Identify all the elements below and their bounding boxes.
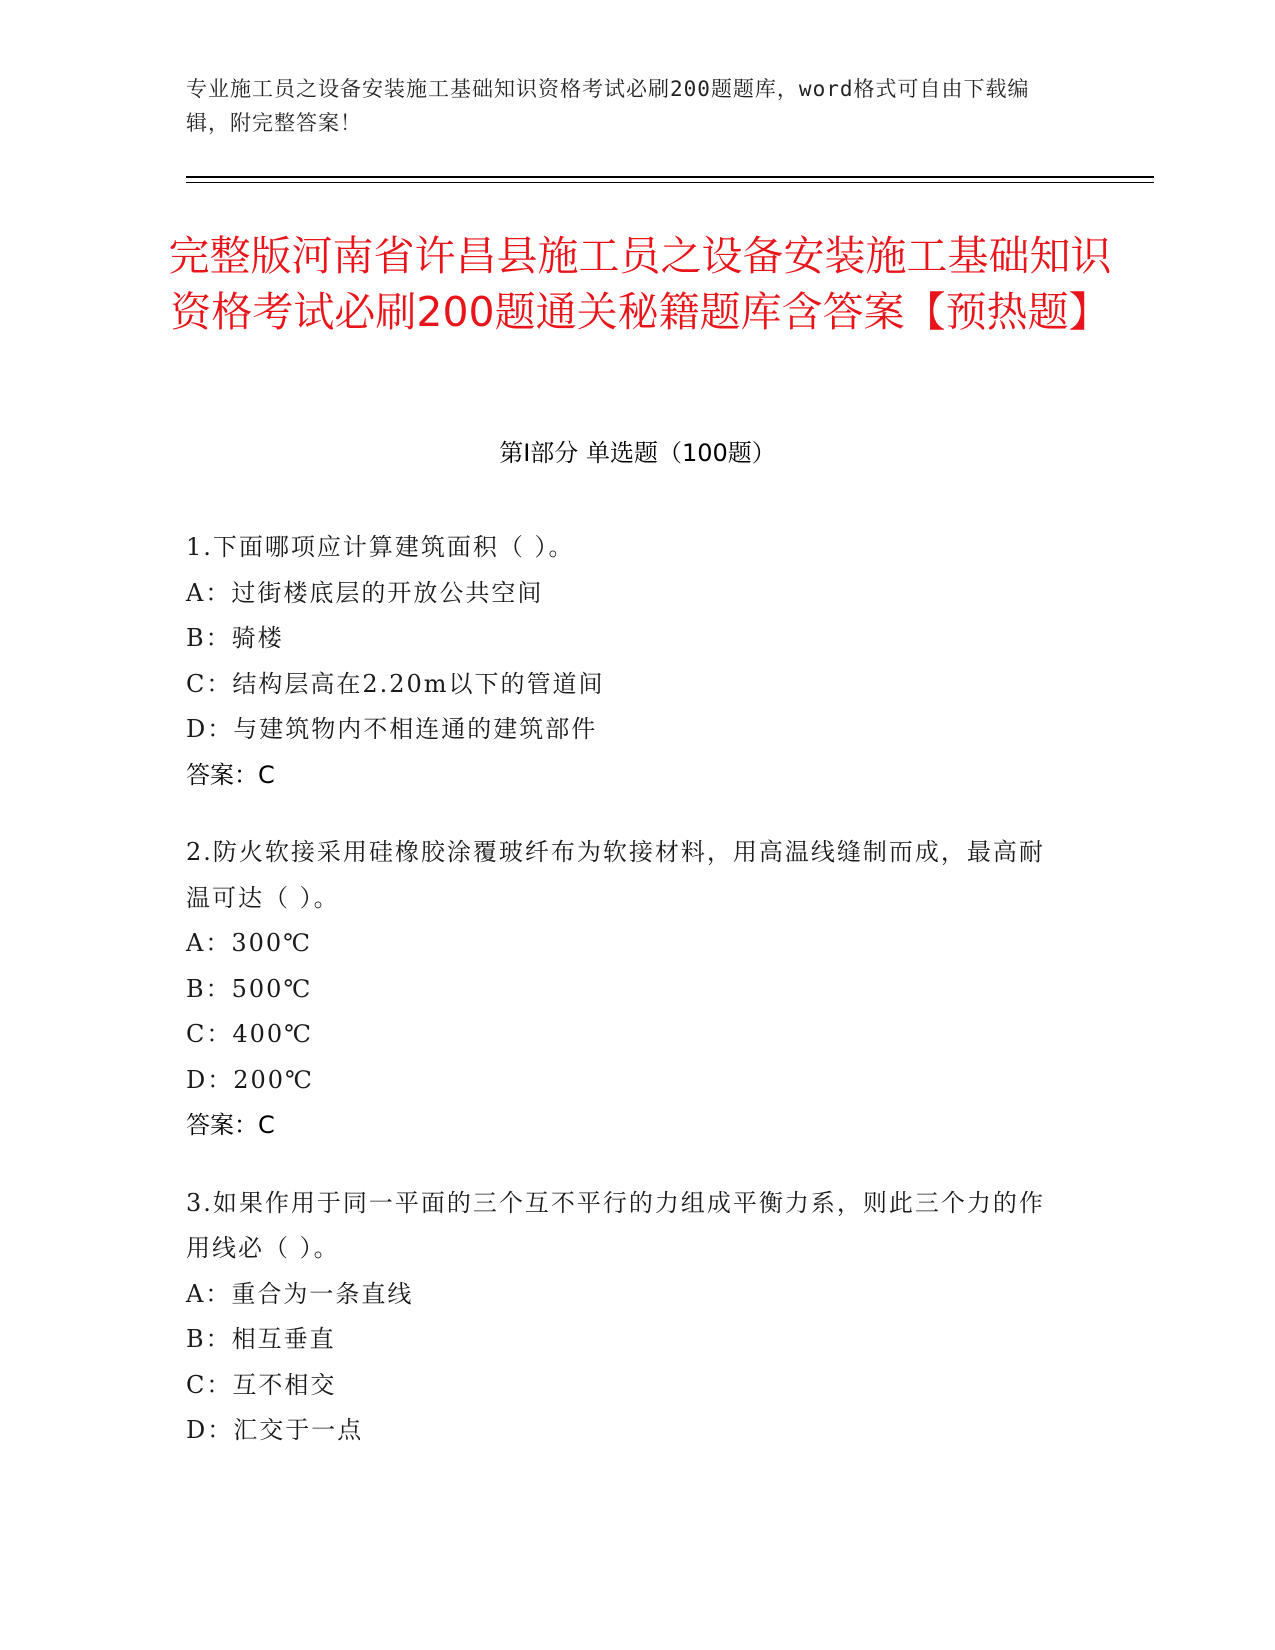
document-title: 完整版河南省许昌县施工员之设备安装施工基础知识资格考试必刷200题通关秘籍题库含答案【预热题】 (168, 232, 1112, 336)
option-a: A：重合为一条直线 (186, 1279, 414, 1308)
answer-line: 答案：C (186, 1111, 275, 1139)
option-c: C：400℃ (186, 1020, 314, 1048)
option-d: D：200℃ (186, 1065, 314, 1094)
question-2 (186, 830, 1066, 1149)
header-rule-thin (186, 182, 1154, 183)
option-b: B：相互垂直 (186, 1325, 336, 1353)
header-rule-thick (186, 176, 1154, 178)
option-b: B：骑楼 (186, 624, 284, 652)
option-a: A：过街楼底层的开放公共空间 (186, 578, 544, 607)
header-note: 专业施工员之设备安装施工基础知识资格考试必刷200题题库，word格式可自由下载编辑，附完整答案！ (186, 77, 1030, 135)
question-1 (186, 525, 1066, 798)
question-stem: 1.下面哪项应计算建筑面积（ ）。 (186, 533, 575, 561)
option-d: D：汇交于一点 (186, 1416, 364, 1444)
question-stem: 3.如果作用于同一平面的三个互不平行的力组成平衡力系，则此三个力的作用线必（ ）。 (186, 1188, 1045, 1262)
question-stem: 2.防火软接采用硅橡胶涂覆玻纤布为软接材料，用高温线缝制而成，最高耐温可达（ ）。 (186, 838, 1045, 912)
section-heading: 第I部分 单选题（100题） (499, 439, 776, 467)
option-a: A：300℃ (186, 929, 312, 957)
option-c: C：互不相交 (186, 1370, 337, 1399)
question-3 (186, 1181, 1066, 1454)
option-c: C：结构层高在2.20m以下的管道间 (186, 669, 605, 698)
answer-line: 答案：C (186, 760, 275, 789)
option-d: D：与建筑物内不相连通的建筑部件 (186, 715, 598, 743)
question-list (186, 525, 1066, 1486)
option-b: B：500℃ (186, 974, 313, 1003)
